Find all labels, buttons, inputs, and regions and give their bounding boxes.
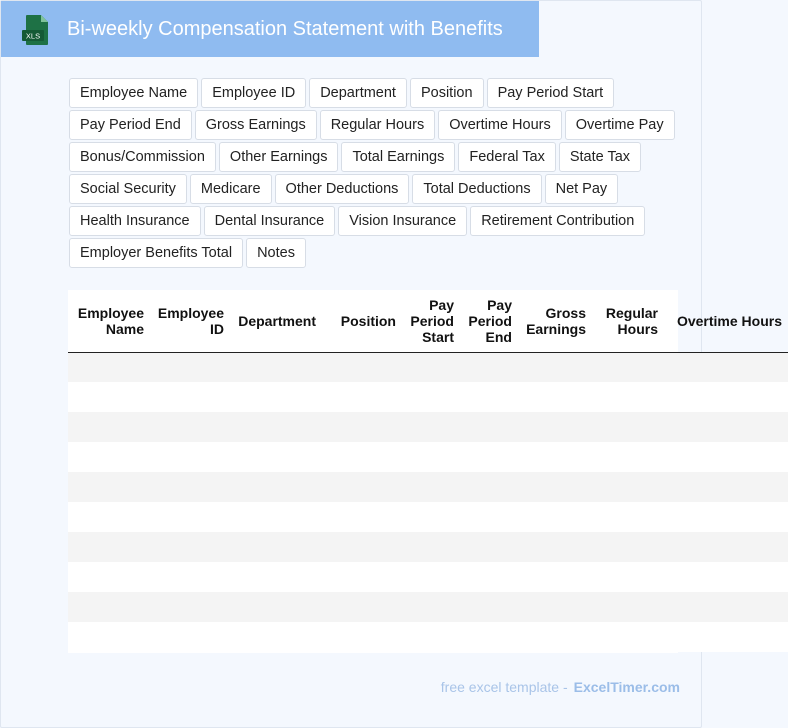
table-cell[interactable] [150,562,230,592]
table-cell[interactable] [460,562,518,592]
field-tag: Total Deductions [412,174,541,204]
table-cell[interactable] [150,352,230,382]
field-tag: Social Security [69,174,187,204]
field-tag: Employee ID [201,78,306,108]
field-tag: Retirement Contribution [470,206,645,236]
table-row [68,592,788,622]
field-tag: Vision Insurance [338,206,467,236]
field-tag-list [69,78,689,268]
table-cell[interactable] [230,352,322,382]
data-table-container [68,290,782,653]
table-cell[interactable] [230,472,322,502]
table-cell[interactable] [150,412,230,442]
table-cell[interactable] [518,592,592,622]
footer-credit [441,679,680,695]
table-cell[interactable] [322,562,402,592]
table-cell[interactable] [460,442,518,472]
data-table [68,290,788,652]
table-cell[interactable] [518,472,592,502]
table-cell[interactable] [592,532,664,562]
column-header: Overtime Hours [664,290,788,352]
table-cell[interactable] [592,442,664,472]
table-cell[interactable] [322,532,402,562]
field-tag: Department [309,78,407,108]
footer-brand-link[interactable]: ExcelTimer.com [573,679,680,695]
column-header: Employee ID [150,290,230,352]
field-tag: Notes [246,238,306,268]
table-cell[interactable] [322,442,402,472]
table-cell[interactable] [150,442,230,472]
field-tag: Bonus/Commission [69,142,216,172]
table-cell[interactable] [460,382,518,412]
field-tag: Other Earnings [219,142,339,172]
table-cell[interactable] [664,502,788,532]
table-cell[interactable] [518,352,592,382]
table-row [68,352,788,382]
table-header-row [68,290,788,352]
column-header: Employee Name [68,290,150,352]
table-row [68,562,788,592]
field-tag: Regular Hours [320,110,436,140]
table-cell[interactable] [518,502,592,532]
table-cell[interactable] [460,412,518,442]
column-header: Department [230,290,322,352]
table-cell[interactable] [402,472,460,502]
table-cell[interactable] [150,532,230,562]
table-cell[interactable] [230,622,322,652]
field-tag: Position [410,78,484,108]
field-tag: Dental Insurance [204,206,336,236]
table-row [68,502,788,532]
table-cell[interactable] [68,412,150,442]
field-tag: Medicare [190,174,272,204]
table-cell[interactable] [402,352,460,382]
table-cell[interactable] [460,472,518,502]
table-cell[interactable] [68,502,150,532]
table-cell[interactable] [322,472,402,502]
field-tag: State Tax [559,142,641,172]
column-header: Gross Earnings [518,290,592,352]
table-row [68,532,788,562]
table-cell[interactable] [518,442,592,472]
table-cell[interactable] [150,502,230,532]
table-cell[interactable] [150,472,230,502]
table-cell[interactable] [68,442,150,472]
table-row [68,472,788,502]
table-row [68,382,788,412]
table-cell[interactable] [230,412,322,442]
title-banner [1,1,539,57]
table-cell[interactable] [592,502,664,532]
field-tag: Overtime Hours [438,110,562,140]
table-cell[interactable] [664,622,788,652]
table-cell[interactable] [518,622,592,652]
table-cell[interactable] [518,382,592,412]
table-cell[interactable] [664,412,788,442]
svg-text:XLS: XLS [25,31,41,41]
table-cell[interactable] [150,622,230,652]
table-cell[interactable] [230,532,322,562]
table-cell[interactable] [322,502,402,532]
table-cell[interactable] [592,382,664,412]
column-header: Pay Period End [460,290,518,352]
field-tag: Gross Earnings [195,110,317,140]
table-cell[interactable] [150,592,230,622]
table-cell[interactable] [402,502,460,532]
table-cell[interactable] [592,472,664,502]
table-cell[interactable] [592,562,664,592]
table-cell[interactable] [68,622,150,652]
field-tag: Overtime Pay [565,110,675,140]
table-cell[interactable] [664,382,788,412]
table-cell[interactable] [402,592,460,622]
table-cell[interactable] [460,622,518,652]
table-cell[interactable] [664,562,788,592]
field-tag: Other Deductions [275,174,410,204]
table-row [68,622,788,652]
footer-text: free excel template - [440,679,568,695]
table-cell[interactable] [518,412,592,442]
field-tag: Total Earnings [341,142,455,172]
table-cell[interactable] [592,592,664,622]
field-tag: Pay Period Start [487,78,615,108]
field-tag: Health Insurance [69,206,201,236]
table-cell[interactable] [592,412,664,442]
table-cell[interactable] [518,562,592,592]
table-cell[interactable] [460,532,518,562]
table-cell[interactable] [322,352,402,382]
table-cell[interactable] [230,562,322,592]
table-cell[interactable] [68,592,150,622]
table-cell[interactable] [230,592,322,622]
table-cell[interactable] [460,352,518,382]
column-header: Regular Hours [592,290,664,352]
field-tag: Federal Tax [458,142,556,172]
table-cell[interactable] [68,532,150,562]
page-title: Bi-weekly Compensation Statement with Benefits [67,18,503,40]
table-cell[interactable] [230,502,322,532]
table-cell[interactable] [68,472,150,502]
field-tag: Net Pay [545,174,619,204]
table-row [68,412,788,442]
table-row [68,442,788,472]
table-cell[interactable] [402,532,460,562]
table-cell[interactable] [230,442,322,472]
table-cell[interactable] [664,592,788,622]
field-tag: Pay Period End [69,110,192,140]
table-cell[interactable] [230,382,322,412]
table-cell[interactable] [322,622,402,652]
table-cell[interactable] [68,352,150,382]
table-cell[interactable] [150,382,230,412]
table-cell[interactable] [322,382,402,412]
table-cell[interactable] [402,382,460,412]
column-header: Position [322,290,402,352]
table-cell[interactable] [592,352,664,382]
table-cell[interactable] [322,592,402,622]
table-cell[interactable] [68,382,150,412]
table-cell[interactable] [664,472,788,502]
table-cell[interactable] [460,592,518,622]
table-cell[interactable] [460,502,518,532]
table-cell[interactable] [68,562,150,592]
field-tag: Employer Benefits Total [69,238,243,268]
table-cell[interactable] [664,442,788,472]
table-cell[interactable] [402,622,460,652]
table-cell[interactable] [322,412,402,442]
table-cell[interactable] [592,622,664,652]
table-cell[interactable] [518,532,592,562]
table-cell[interactable] [402,562,460,592]
table-cell[interactable] [402,442,460,472]
field-tag: Employee Name [69,78,198,108]
table-cell[interactable] [402,412,460,442]
xls-file-icon [21,14,51,46]
column-header: Pay Period Start [402,290,460,352]
table-cell[interactable] [664,532,788,562]
table-cell[interactable] [664,352,788,382]
